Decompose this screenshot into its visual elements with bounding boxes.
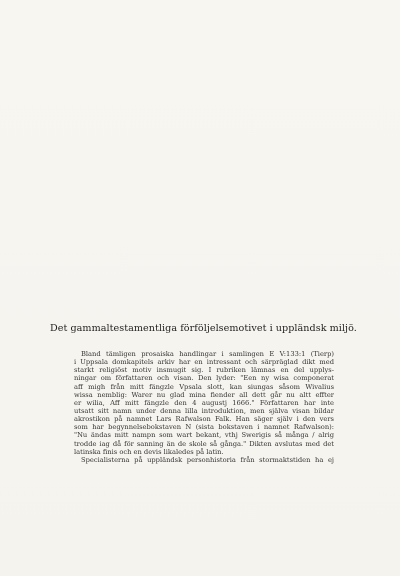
text-line: latinska finis och en devis likaledes på latin.: [74, 447, 224, 456]
paragraph-1: [74, 350, 334, 456]
text-line: i Uppsala domkapitels arkiv har en intressant och särpräglad dikt med: [74, 358, 334, 367]
text-line: akrostikon på namnet Lars Rafwalson Falk. Han säger själv i den vers: [74, 415, 334, 424]
article-body: [74, 350, 334, 464]
text-line: aff migh från mitt fängzle Vpsala slott, kan siungas såsom Wivalius: [74, 382, 334, 391]
text-line: som har begynnelsebokstaven N (sista bokstaven i namnet Rafwalson):: [74, 423, 334, 432]
text-line: ningar om författaren och visan. Den lyder: "Een ny wisa componerat: [74, 374, 334, 383]
text-line: "Nu ändas mitt nampn som wart bekant, vthj Swerigis så många / alrig: [74, 431, 334, 440]
article-heading: Det gammaltestamentliga förföljelsemotivet i uppländsk miljö.: [50, 323, 357, 334]
text-line: er wilia, Aff mitt fängzle den 4 augustj 1666." Författaren har inte: [74, 398, 334, 407]
text-line: Bland tämligen prosaiska handlingar i samlingen E V:133:1 (Tierp): [81, 350, 334, 358]
text-line: Specialisterna på uppländsk personhistoria från stormaktstiden ha ej: [81, 455, 334, 464]
text-line: starkt religiöst motiv insmugit sig. I rubriken lämnas en del upplys-: [74, 366, 334, 375]
paragraph-2: [74, 456, 334, 464]
text-line: trodde iag då för sanning än de skole så gånga." Dikten avslutas med det: [74, 439, 334, 448]
text-line: utsatt sitt namn under denna lilla introduktion, men själva visan bildar: [74, 406, 334, 415]
text-line: wissa nemblig: Warer nu glad mina fiender all dett går nu altt effter: [74, 390, 334, 399]
